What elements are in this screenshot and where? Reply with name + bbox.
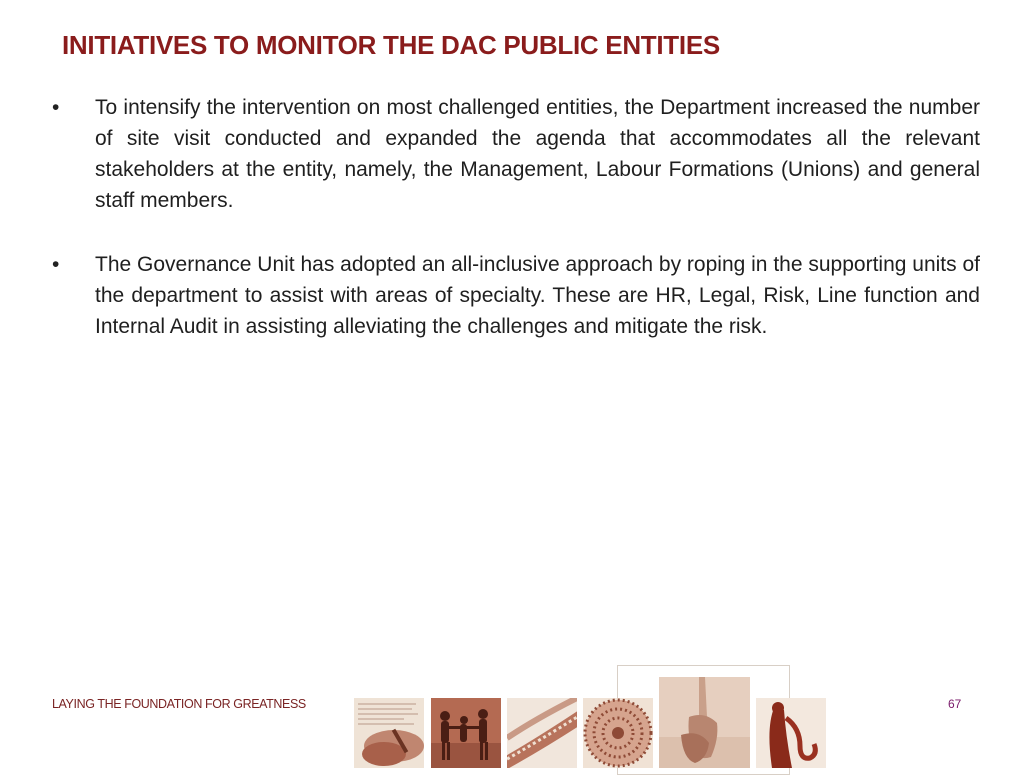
page-number: 67 — [948, 697, 962, 711]
bullet-list — [50, 92, 980, 375]
bullet-text: To intensify the intervention on most challenged entities, the Department increased the number of site visit conducted and expanded the agenda that accommodates all the relevant stakeholders at the entity, namely, the Management, Labour Formations (Unions) and general staff members. — [95, 96, 980, 212]
bullet-item — [50, 249, 980, 342]
slide-title: INITIATIVES TO MONITOR THE DAC PUBLIC ENTITIES — [62, 30, 720, 60]
film-reel-photo — [507, 698, 577, 768]
handwriting-photo — [354, 698, 424, 768]
bullet-text: The Governance Unit has adopted an all-inclusive approach by roping in the supporting units of the department to assist with areas of specialty. These are HR, Legal, Risk, Line function and Internal Audit in assisting alleviating the challenges and mitigate the risk. — [95, 253, 980, 338]
bullet-dot: • — [52, 96, 60, 119]
footer-tagline: LAYING THE FOUNDATION FOR GREATNESS — [52, 697, 306, 711]
dancers-photo — [431, 698, 501, 768]
saxophone-player-photo — [756, 698, 826, 768]
bullet-item — [50, 92, 980, 216]
basket-weave-photo — [583, 698, 653, 768]
bullet-dot: • — [52, 253, 60, 276]
ballet-shoes-photo — [659, 677, 750, 768]
